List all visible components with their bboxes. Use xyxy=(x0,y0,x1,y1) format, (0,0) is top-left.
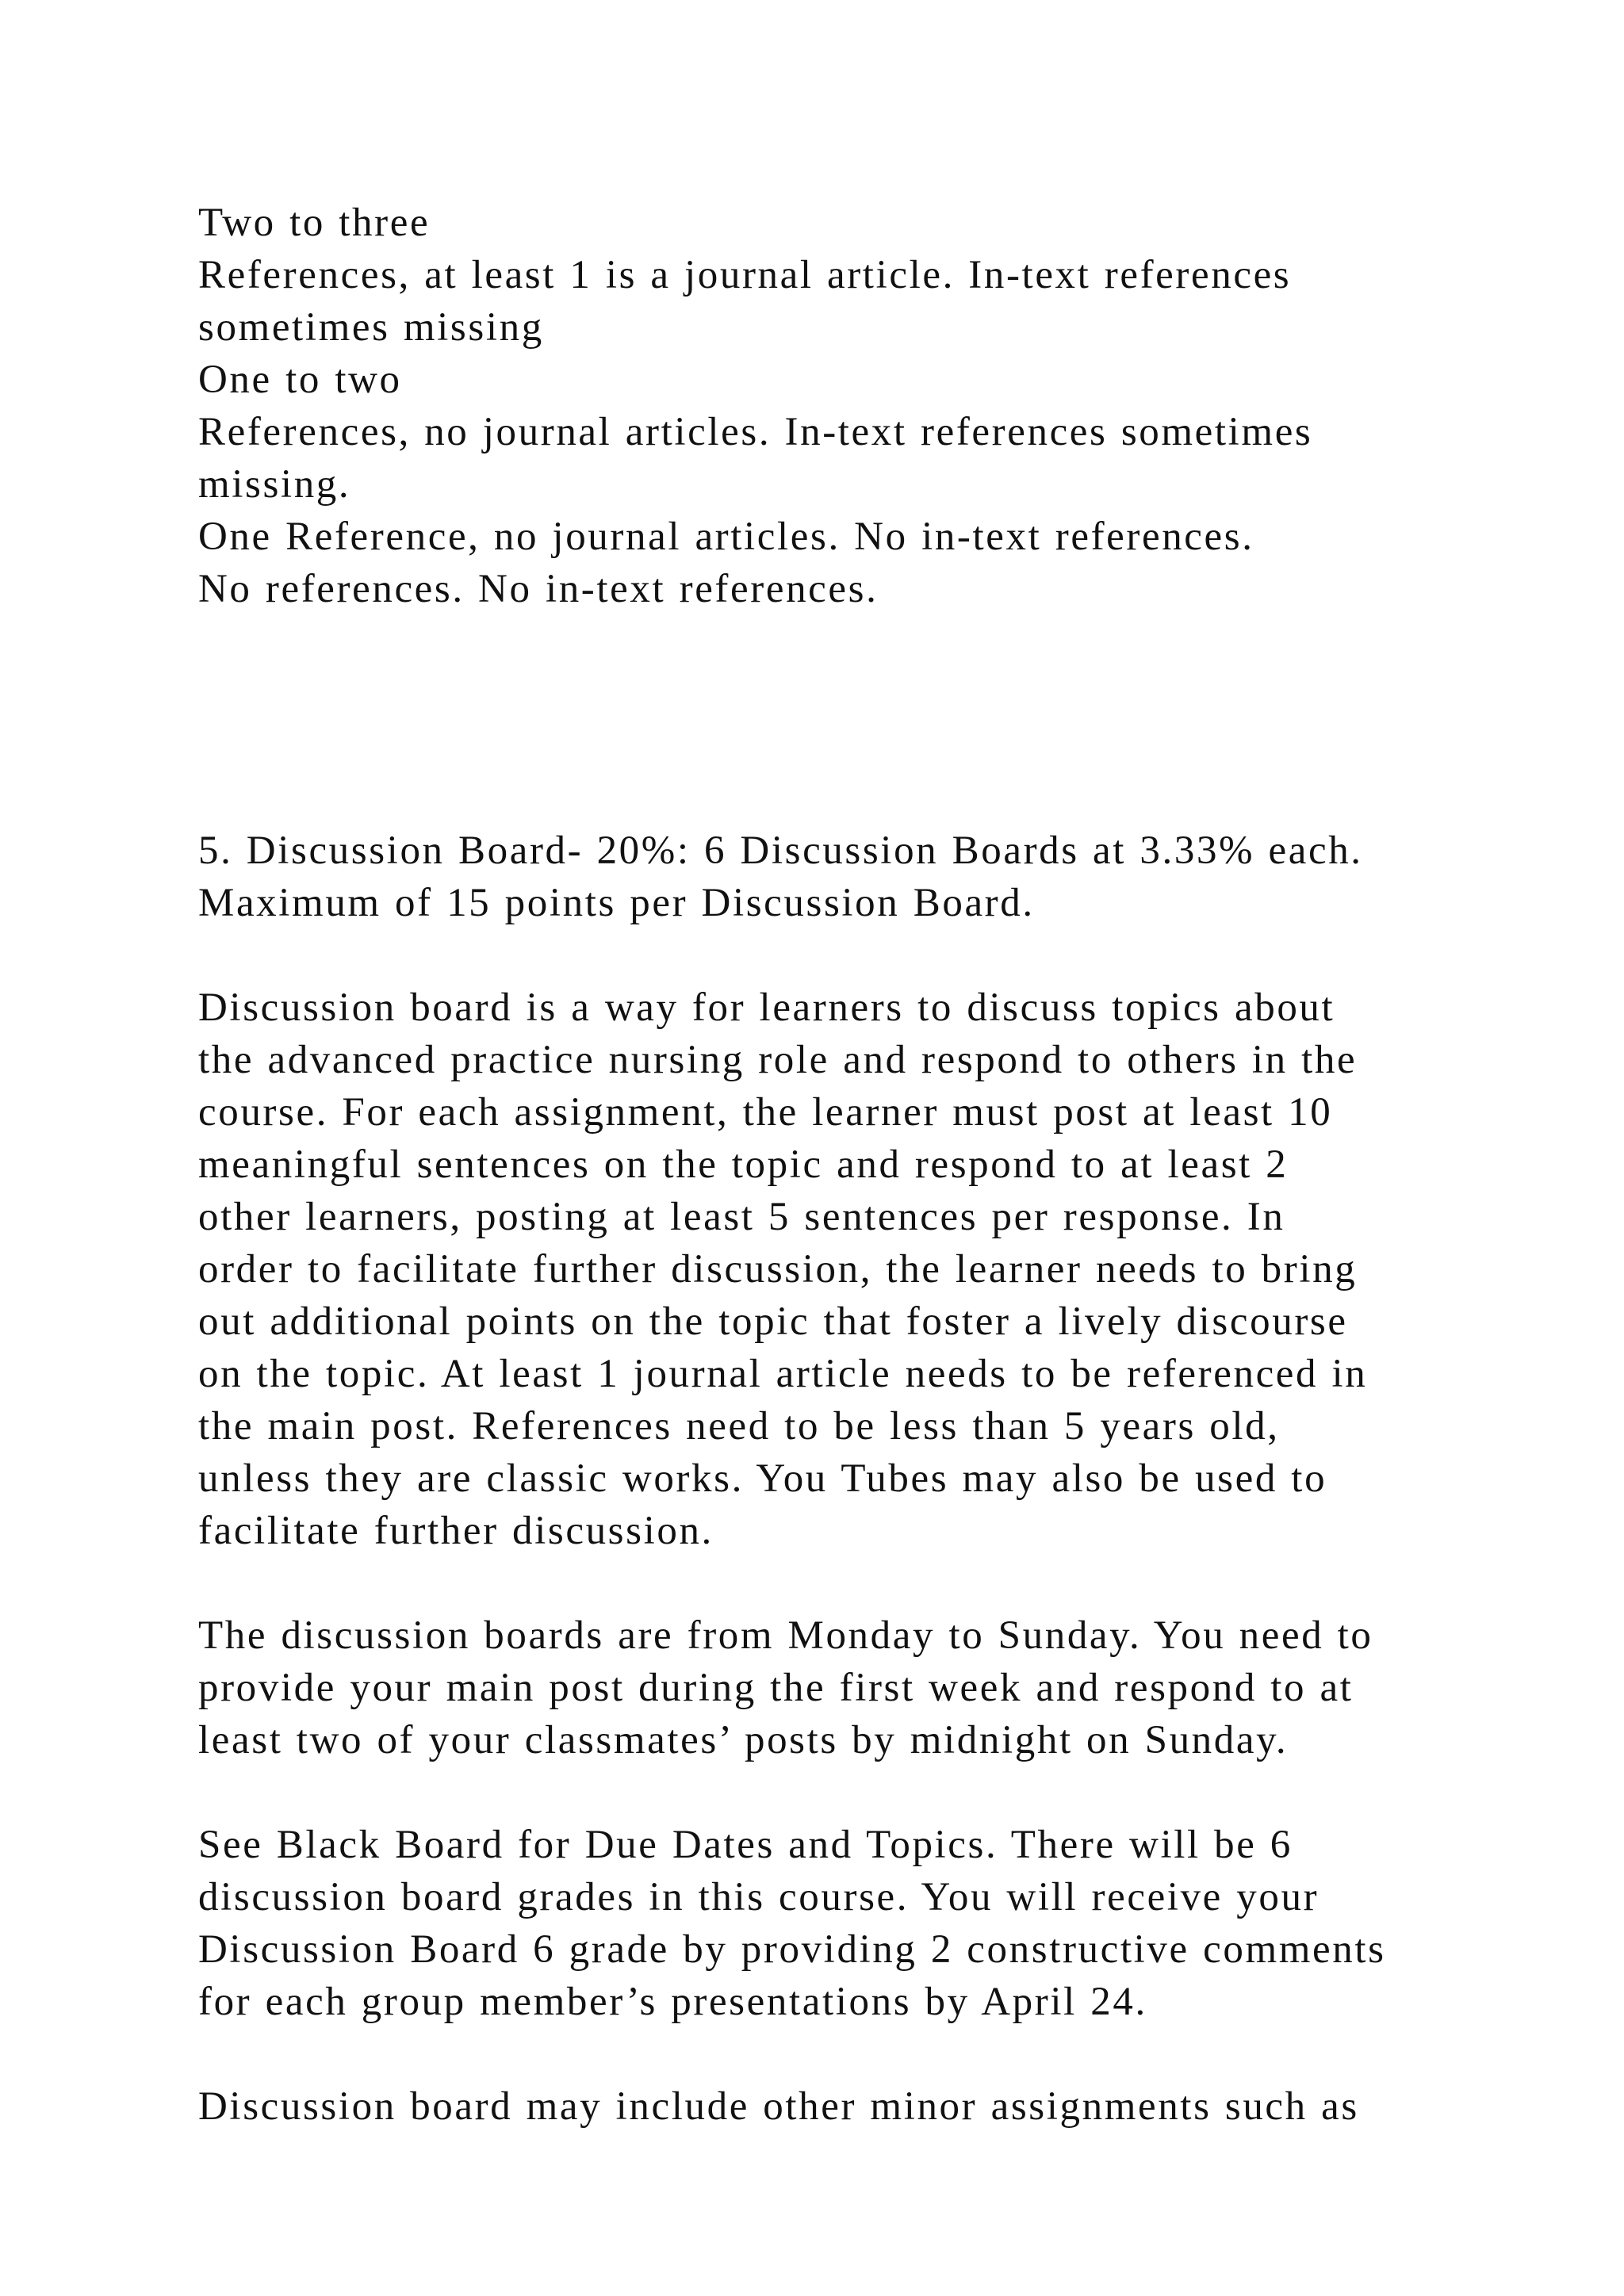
paragraph-line: for each group member’s presentations by April 24. xyxy=(198,1980,1147,2024)
paragraph-line: Discussion Board 6 grade by providing 2 constructive comments xyxy=(198,1927,1386,1972)
paragraph-discussion-purpose xyxy=(198,982,1499,1557)
paragraph-line: discussion board grades in this course. You will receive your xyxy=(198,1875,1320,1919)
rubric-line: missing. xyxy=(198,462,351,507)
document-body xyxy=(198,197,1499,2133)
paragraph-schedule xyxy=(198,1609,1499,1766)
paragraph-line: Discussion board may include other minor assignments such as xyxy=(198,2084,1359,2129)
paragraph-spacer xyxy=(198,929,1499,982)
rubric-line: One Reference, no journal articles. No in-text references. xyxy=(198,515,1254,559)
rubric-line: Two to three xyxy=(198,201,431,245)
rubric-line: References, at least 1 is a journal article. In-text references xyxy=(198,253,1292,297)
paragraph-line: The discussion boards are from Monday to Sunday. You need to xyxy=(198,1613,1373,1658)
heading-line: Maximum of 15 points per Discussion Board. xyxy=(198,881,1035,925)
rubric-block xyxy=(198,197,1499,615)
paragraph-line: out additional points on the topic that foster a lively discourse xyxy=(198,1299,1348,1344)
rubric-line: One to two xyxy=(198,358,402,402)
paragraph-line: See Black Board for Due Dates and Topics. There will be 6 xyxy=(198,1823,1293,1867)
paragraph-line: order to facilitate further discussion, the learner needs to bring xyxy=(198,1247,1358,1292)
paragraph-line: least two of your classmates’ posts by midnight on Sunday. xyxy=(198,1718,1289,1762)
paragraph-line: the main post. References need to be less than 5 years old, xyxy=(198,1404,1280,1448)
paragraph-line: Discussion board is a way for learners to discuss topics about xyxy=(198,985,1335,1030)
paragraph-line: course. For each assignment, the learner must post at least 10 xyxy=(198,1090,1333,1135)
rubric-line: References, no journal articles. In-text references sometimes xyxy=(198,410,1313,454)
paragraph-line: meaningful sentences on the topic and respond to at least 2 xyxy=(198,1142,1289,1187)
paragraph-line: unless they are classic works. You Tubes may also be used to xyxy=(198,1456,1327,1501)
paragraph-minor-assignments xyxy=(198,2080,1499,2133)
heading-line: 5. Discussion Board- 20%: 6 Discussion Boards at 3.33% each. xyxy=(198,828,1363,873)
paragraph-line: on the topic. At least 1 journal article needs to be referenced in xyxy=(198,1352,1368,1396)
section-heading xyxy=(198,825,1499,929)
paragraph-line: provide your main post during the first week and respond to at xyxy=(198,1666,1354,1710)
rubric-line: sometimes missing xyxy=(198,305,544,350)
paragraph-spacer xyxy=(198,2028,1499,2080)
section-spacer xyxy=(198,615,1499,825)
paragraph-line: the advanced practice nursing role and respond to others in the xyxy=(198,1038,1358,1082)
paragraph-spacer xyxy=(198,1766,1499,1819)
rubric-line: No references. No in-text references. xyxy=(198,567,879,611)
paragraph-due-dates xyxy=(198,1819,1499,2028)
paragraph-line: other learners, posting at least 5 sentences per response. In xyxy=(198,1195,1285,1239)
paragraph-spacer xyxy=(198,1557,1499,1609)
paragraph-line: facilitate further discussion. xyxy=(198,1509,714,1553)
